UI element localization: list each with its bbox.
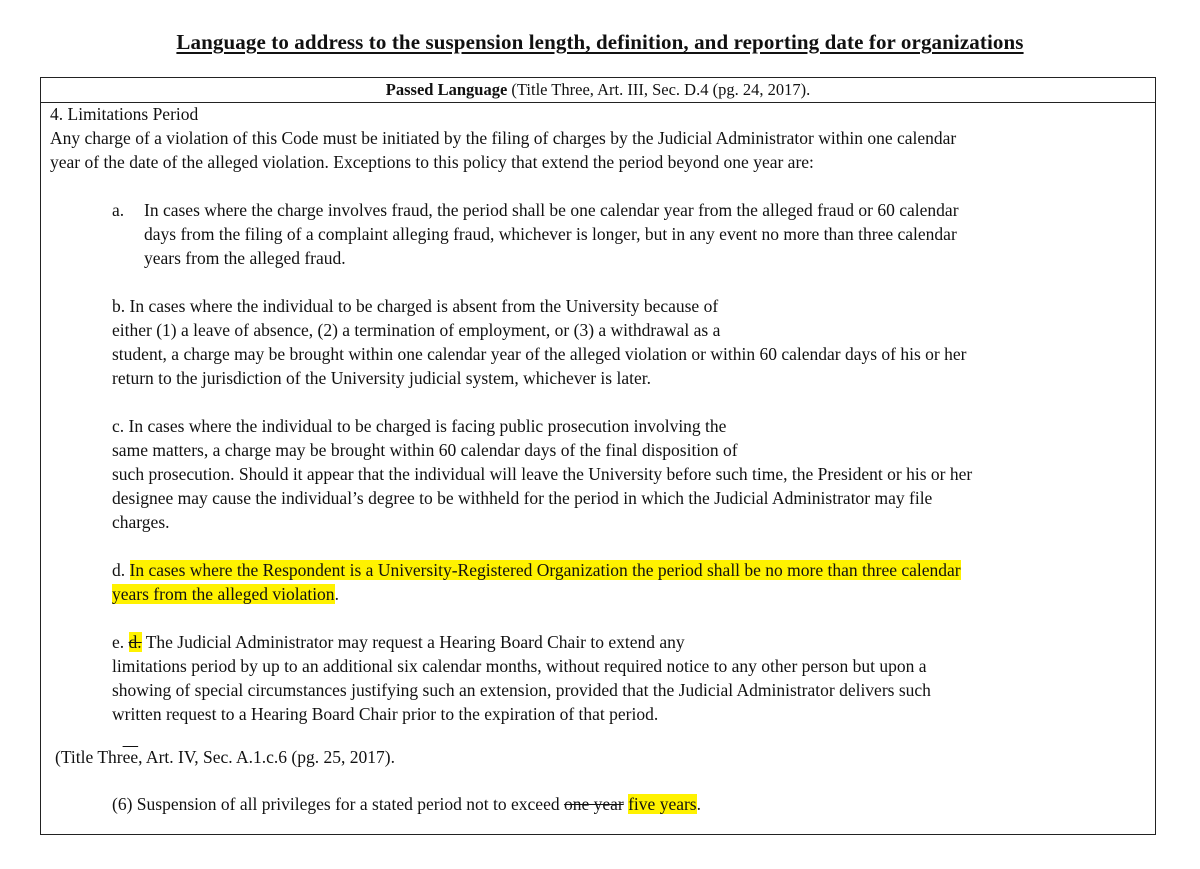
intro-line: Any charge of a violation of this Code must be initiated by the filing of charges by the Judicial Administrator within one calendar <box>50 128 957 148</box>
item-b-line: student, a charge may be brought within one calendar year of the alleged violation or within 60 calendar days of his or her <box>112 344 967 364</box>
item-6-highlighted-text: five years <box>628 794 697 814</box>
citation-text: , Art. IV, Sec. A.1.c.6 (pg. 25, 2017). <box>138 747 395 767</box>
item-a-line: years from the alleged fraud. <box>144 248 346 268</box>
item-e-line: limitations period by up to an additional six calendar months, without required notice to any other person but upon a <box>112 656 927 676</box>
item-e-marker: e. <box>112 632 129 652</box>
item-e-line: showing of special circumstances justifying such an extension, provided that the Judicial Administrator delivers such <box>112 680 931 700</box>
item-6-line <box>112 793 701 817</box>
item-b-line: either (1) a leave of absence, (2) a termination of employment, or (3) a withdrawal as a <box>112 320 721 340</box>
item-d-highlighted-text: In cases where the Respondent is a University-Registered Organization the period shall be no more than three calendar <box>129 560 961 580</box>
citation-overlined-text: $\overline{ee}$ <box>122 747 139 767</box>
item-b-line: b. In cases where the individual to be charged is absent from the University because of <box>112 296 719 316</box>
header-bold: Passed Language <box>385 80 508 99</box>
item-6-text: (6) Suspension of all privileges for a stated period not to exceed <box>112 794 564 814</box>
item-e-line <box>112 631 685 655</box>
item-a-marker: a. <box>112 200 125 220</box>
header-citation: (Title Three, Art. III, Sec. D.4 (pg. 24, 2017). <box>507 80 811 99</box>
table-header <box>41 78 1155 103</box>
item-c-line: same matters, a charge may be brought within 60 calendar days of the final disposition of <box>112 440 738 460</box>
second-citation <box>55 746 395 770</box>
item-a-line: days from the filing of a complaint alleging fraud, whichever is longer, but in any event no more than three calendar <box>144 224 957 244</box>
item-c-line: c. In cases where the individual to be charged is facing public prosecution involving the <box>112 416 727 436</box>
passed-language-table <box>40 77 1156 835</box>
item-c-line: charges. <box>112 512 170 532</box>
item-c-line: such prosecution. Should it appear that the individual will leave the University before such time, the President or his or her <box>112 464 973 484</box>
item-d-period: . <box>334 584 339 604</box>
item-d-line <box>112 559 961 583</box>
item-e-text: The Judicial Administrator may request a Hearing Board Chair to extend any <box>141 632 685 652</box>
intro-line: year of the date of the alleged violation. Exceptions to this policy that extend the period beyond one year are: <box>50 152 814 172</box>
item-d-marker: d. <box>112 560 130 580</box>
section-heading: 4. Limitations Period <box>50 104 199 124</box>
item-6-struck-text: one year <box>563 794 624 814</box>
item-c-line: designee may cause the individual’s degree to be withheld for the period in which the Judicial Administrator may file <box>112 488 933 508</box>
item-d-highlighted-text: years from the alleged violation <box>112 584 335 604</box>
item-a-line: In cases where the charge involves fraud, the period shall be one calendar year from the alleged fraud or 60 calendar <box>144 200 959 220</box>
item-b-line: return to the jurisdiction of the University judicial system, whichever is later. <box>112 368 651 388</box>
item-e-struck-marker: d. <box>128 632 142 652</box>
item-6-period: . <box>696 794 701 814</box>
item-e-line: written request to a Hearing Board Chair prior to the expiration of that period. <box>112 704 659 724</box>
citation-text: (Title Thr <box>55 747 123 767</box>
item-d-line <box>112 583 339 607</box>
document-title: Language to address to the suspension length, definition, and reporting date for organizations <box>176 30 1024 54</box>
